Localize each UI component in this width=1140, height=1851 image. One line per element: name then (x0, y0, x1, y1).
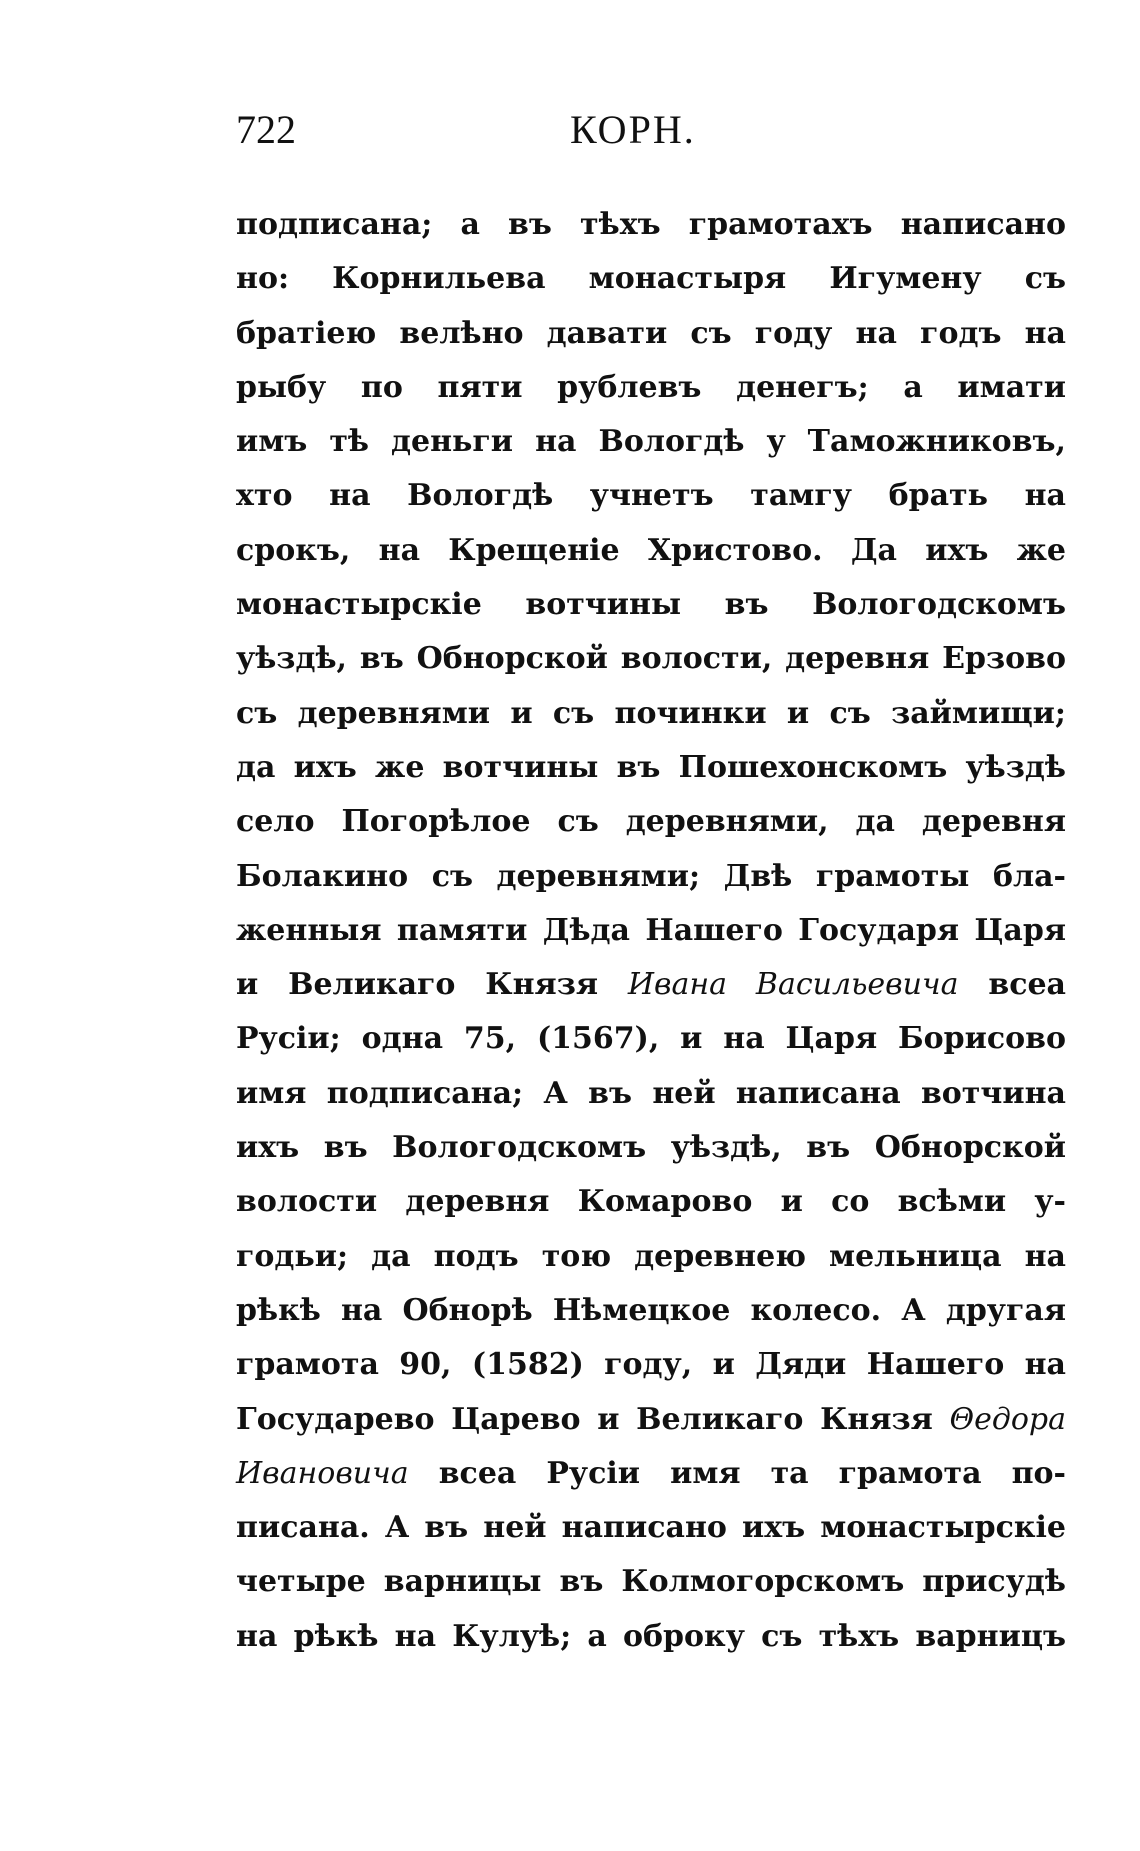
text-line: Русіи; одна 75, (1567), и на Царя Борисово (236, 1021, 1066, 1057)
text-line: но: Корнильева монастыря Игумену съ (236, 261, 1066, 297)
text-line: хто на Вологдѣ учнетъ тамгу брать на (236, 478, 1066, 514)
text-line: братіею велѣно давати съ году на годъ на (236, 315, 1066, 351)
text-line-mixed (236, 958, 1066, 1012)
text-line: подписана; а въ тѣхъ грамотахъ написано (236, 207, 1066, 242)
text-line: да ихъ же вотчины въ Пошехонскомъ уѣздѣ (236, 749, 1066, 785)
text-line: ихъ въ Вологодскомъ уѣздѣ, въ Обнорской (236, 1130, 1066, 1166)
text-line: женныя памяти Дѣда Нашего Государя Царя (236, 912, 1066, 948)
text-line-mixed (236, 1447, 1066, 1501)
text-line: имъ тѣ деньги на Вологдѣ у Таможниковъ, (236, 424, 1066, 460)
italic-name: Ивановича (236, 1455, 409, 1491)
text-line: рѣкѣ на Обнорѣ Нѣмецкое колесо. А другая (236, 1292, 1066, 1328)
text-line: грамота 90, (1582) году, и Дяди Нашего на (236, 1347, 1066, 1383)
text-line: уѣздѣ, въ Обнорской волости, деревня Ерзово (236, 641, 1066, 677)
text-line: съ деревнями и съ починки и съ займищи; (236, 695, 1066, 731)
page-header (236, 100, 1056, 160)
text-line: волости деревня Комарово и со всѣми у- (236, 1184, 1066, 1220)
text-line: писана. А въ ней написано ихъ монастырскіе (236, 1510, 1066, 1546)
text-line: имя подписана; А въ ней написана вотчина (236, 1075, 1066, 1111)
italic-name: Ивана Васильевича (627, 967, 959, 1003)
text-line: годьи; да подъ тою деревнею мельница на (236, 1238, 1066, 1274)
text-segment: Государево Царево и Великаго Князя (236, 1401, 933, 1437)
text-line: село Погорѣлое съ деревнями, да деревня (236, 804, 1066, 840)
page-number: 722 (236, 107, 296, 152)
text-line: четыре варницы въ Колмогорскомъ присудѣ (236, 1564, 1066, 1600)
text-line: Болакино съ деревнями; Двѣ грамоты бла- (236, 858, 1066, 894)
text-line: монастырскіе вотчины въ Вологодскомъ (236, 587, 1066, 623)
text-line: на рѣкѣ на Кулуѣ; а оброку съ тѣхъ варницъ (236, 1618, 1066, 1654)
text-line: рыбу по пяти рублевъ денегъ; а имати (236, 369, 1066, 405)
italic-name: Θедора (949, 1401, 1066, 1437)
text-segment: всеа Русіи имя та грамота по- (438, 1455, 1066, 1491)
text-segment: и Великаго Князя (236, 967, 598, 1003)
body-text (236, 198, 1066, 1664)
running-head: КОРН. (570, 107, 696, 152)
text-line: срокъ, на Крещеніе Христово. Да ихъ же (236, 532, 1066, 568)
text-line-mixed (236, 1393, 1066, 1447)
text-segment: всеа (988, 967, 1066, 1003)
